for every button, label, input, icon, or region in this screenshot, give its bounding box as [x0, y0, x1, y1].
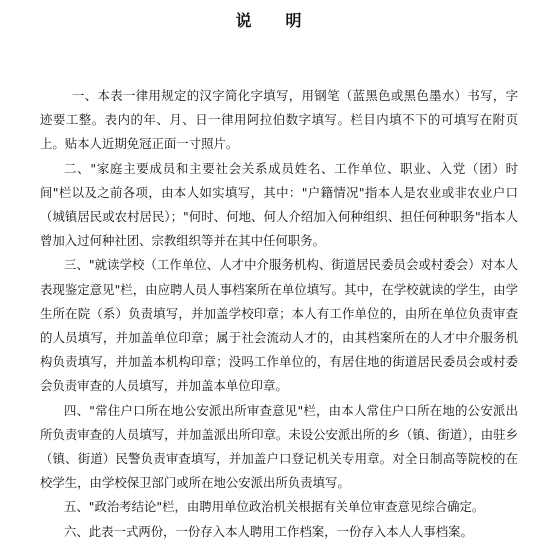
instruction-paragraph-4: 四、"常住户口所在地公安派出所审查意见"栏，由本人常住户口所在地的公安派出所负责审查的人员填写，并加盖派出所印章。未设公安派出所的乡（镇、街道），由驻乡（镇、街道）民警负责审查填写，并加盖户口登记机关专用章。对全日制高等院校的在校学生，由学校保卫部门或所在地公安派出所负责填写。 — [40, 402, 518, 491]
instruction-paragraph-6: 六、此表一式两份，一份存入本人聘用工作档案，一份存入本人人事档案。 — [64, 523, 473, 539]
instruction-paragraph-3: 三、"就读学校（工作单位、人才中介服务机构、街道居民委员会或村委会）对本人表现鉴定意见"栏，由应聘人员人事档案所在单位填写。其中，在学校就读的学生，由学生所在院（系）负责填写，并加盖学校印章；本人有工作单位的，由所在单位负责审查的人员填写，并加盖单位印章；属于社会流动人才的，由其档案所在的人才中介服务机构负责填写，并加盖本机构印章；没吗工作单位的，有居住地的街道居民委员会或村委会负责审查的人员填写，并加盖本单位印章。 — [40, 257, 518, 394]
instructions-body — [40, 84, 518, 544]
instruction-paragraph-5: 五、"政治考结论"栏，由聘用单位政治机关根据有关单位审查意见综合确定。 — [64, 499, 485, 515]
page-title: 说明 — [235, 11, 336, 30]
instruction-paragraph-2: 二、"家庭主要成员和主要社会关系成员姓名、工作单位、职业、入党（团）时间"栏以及之前各项，由本人如实填写，其中："户籍情况"指本人是农业或非农业户口（城镇居民或农村居民）；"何时、何地、何人介绍加入何种组织、担任何种职务"指本人曾加入过何种社团、宗教组织等并在其中任何职务。 — [40, 160, 518, 249]
instruction-paragraph-1: 一、本表一律用规定的汉字简化字填写，用钢笔（蓝黑色或黑色墨水）书写，字迹要工整。表内的年、月、日一律用阿拉伯数字填写。栏目内填不下的可填写在附页上。贴本人近期免冠正面一寸照片。 — [40, 88, 518, 152]
